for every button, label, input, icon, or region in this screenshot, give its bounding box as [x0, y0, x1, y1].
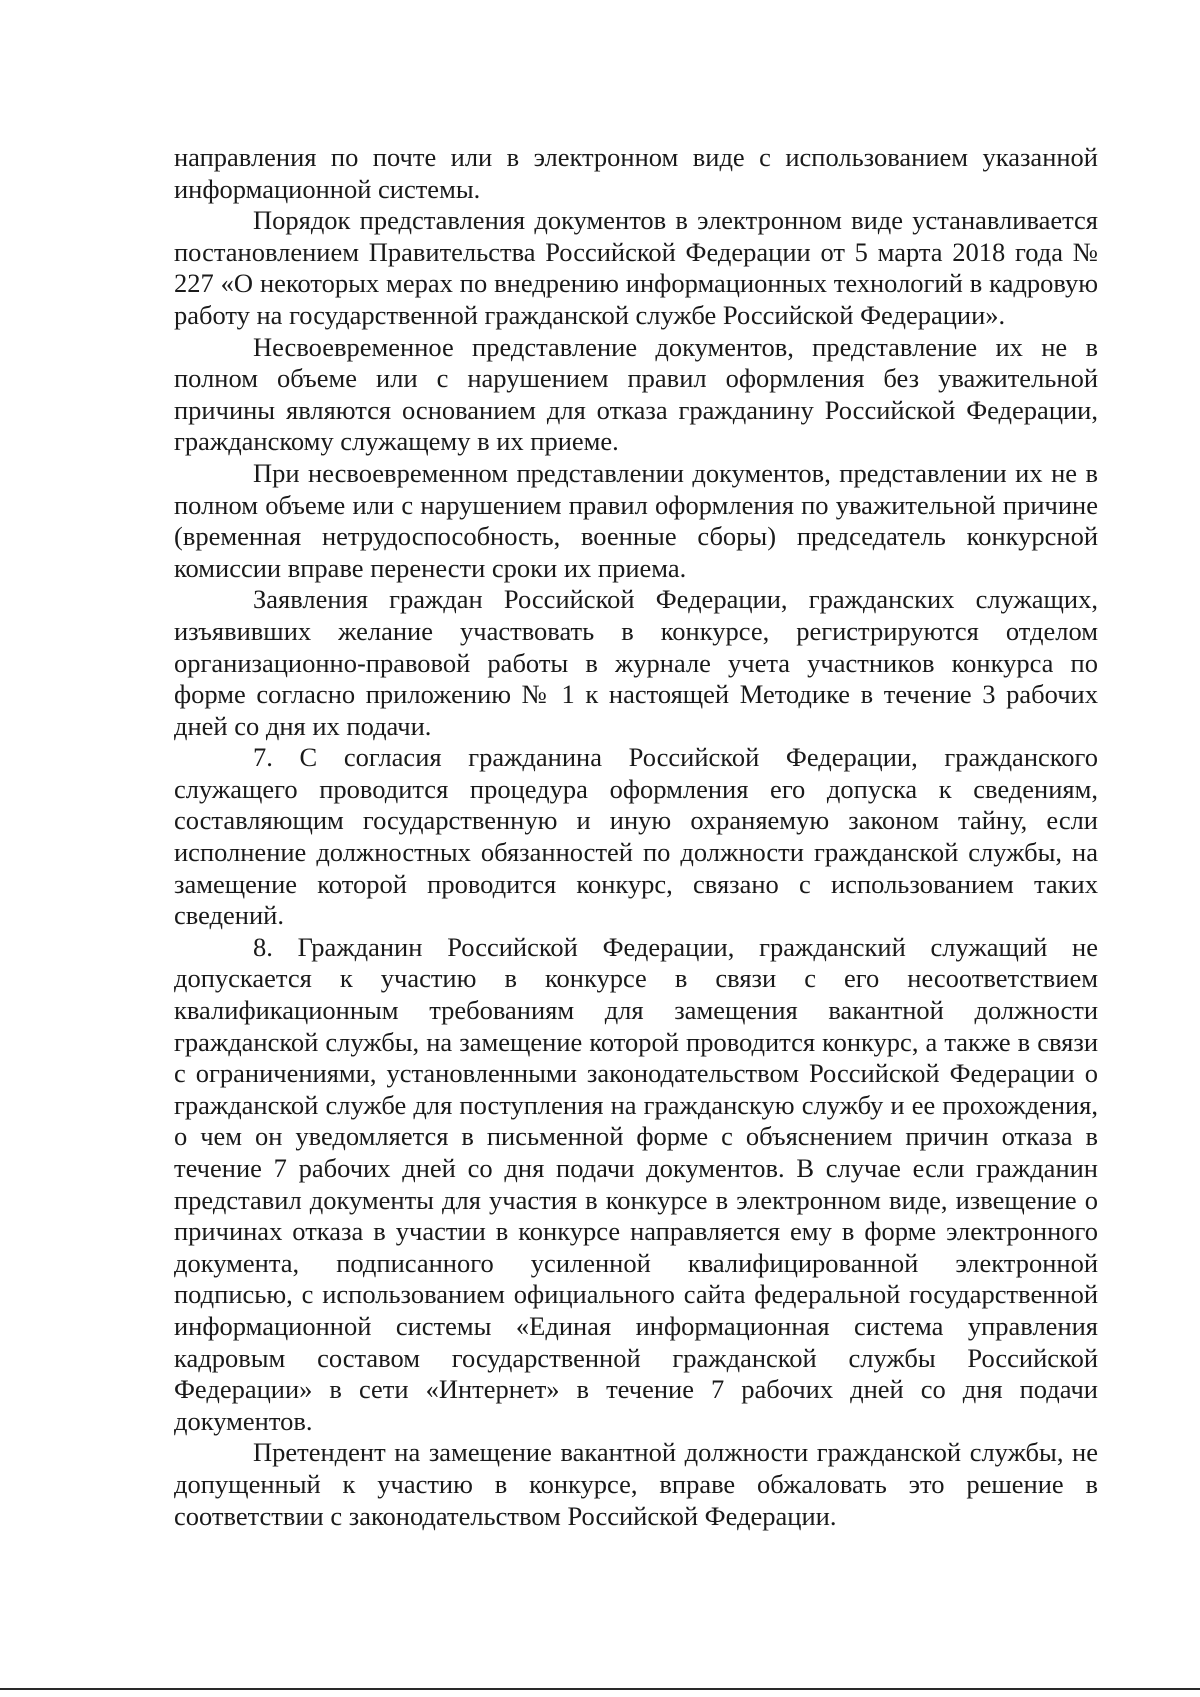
paragraph-appeal: Претендент на замещение вакантной должности гражданской службы, не допущенный к участию в конкурсе, вправе обжаловать это решение в соответствии с законодательством Российской Федерации. [174, 1437, 1098, 1531]
paragraph-item-7: 7. С согласия гражданина Российской Федерации, гражданского служащего проводится процедура оформления его допуска к сведениям, составляющим государственную и иную охраняемую законом тайну, если исполнение должностных обязанностей по должности гражданской службы, на замещение которой проводится конкурс, связано с использованием таких сведений. [174, 742, 1098, 931]
paragraph-refusal-grounds: Несвоевременное представление документов, представление их не в полном объеме или с нарушением правил оформления без уважительной причины являются основанием для отказа гражданину Российской Федерации, гражданскому служащему в их приеме. [174, 331, 1098, 457]
paragraph-electronic-procedure: Порядок представления документов в электронном виде устанавливается постановлением Правительства Российской Федерации от 5 марта 2018 года № 227 «О некоторых мерах по внедрению информационных технологий в кадровую работу на государственной гражданской службе Российской Федерации». [174, 205, 1098, 330]
document-body [174, 142, 1098, 1532]
paragraph-item-8: 8. Гражданин Российской Федерации, гражданский служащий не допускается к участию в конкурсе в связи с его несоответствием квалификационным требованиям для замещения вакантной должности гражданской службы, на замещение которой проводится конкурс, а также в связи с ограничениями, установленными законодательством Российской Федерации о гражданской службе для поступления на гражданскую службу и ее прохождения, о чем он уведомляется в письменной форме с объяснением причин отказа в течение 7 рабочих дней со дня подачи документов. В случае если гражданин представил документы для участия в конкурсе в электронном виде, извещение о причинах отказа в участии в конкурсе направляется ему в форме электронного документа, подписанного усиленной квалифицированной электронной подписью, с использованием официального сайта федеральной государственной информационной системы «Единая информационная система управления кадровым составом государственной гражданской службы Российской Федерации» в сети «Интернет» в течение 7 рабочих дней со дня подачи документов. [174, 931, 1098, 1436]
paragraph-registration: Заявления граждан Российской Федерации, гражданских служащих, изъявивших желание участвовать в конкурсе, регистрируются отделом организационно-правовой работы в журнале учета участников конкурса по форме согласно приложению № 1 к настоящей Методике в течение 3 рабочих дней со дня их подачи. [174, 584, 1098, 741]
page-bottom-rule [0, 1688, 1200, 1690]
paragraph-continuation: направления по почте или в электронном виде с использованием указанной информационной системы. [174, 142, 1098, 204]
paragraph-valid-reasons: При несвоевременном представлении документов, представлении их не в полном объеме или с нарушением правил оформления по уважительной причине (временная нетрудоспособность, военные сборы) председатель конкурсной комиссии вправе перенести сроки их приема. [174, 457, 1098, 583]
